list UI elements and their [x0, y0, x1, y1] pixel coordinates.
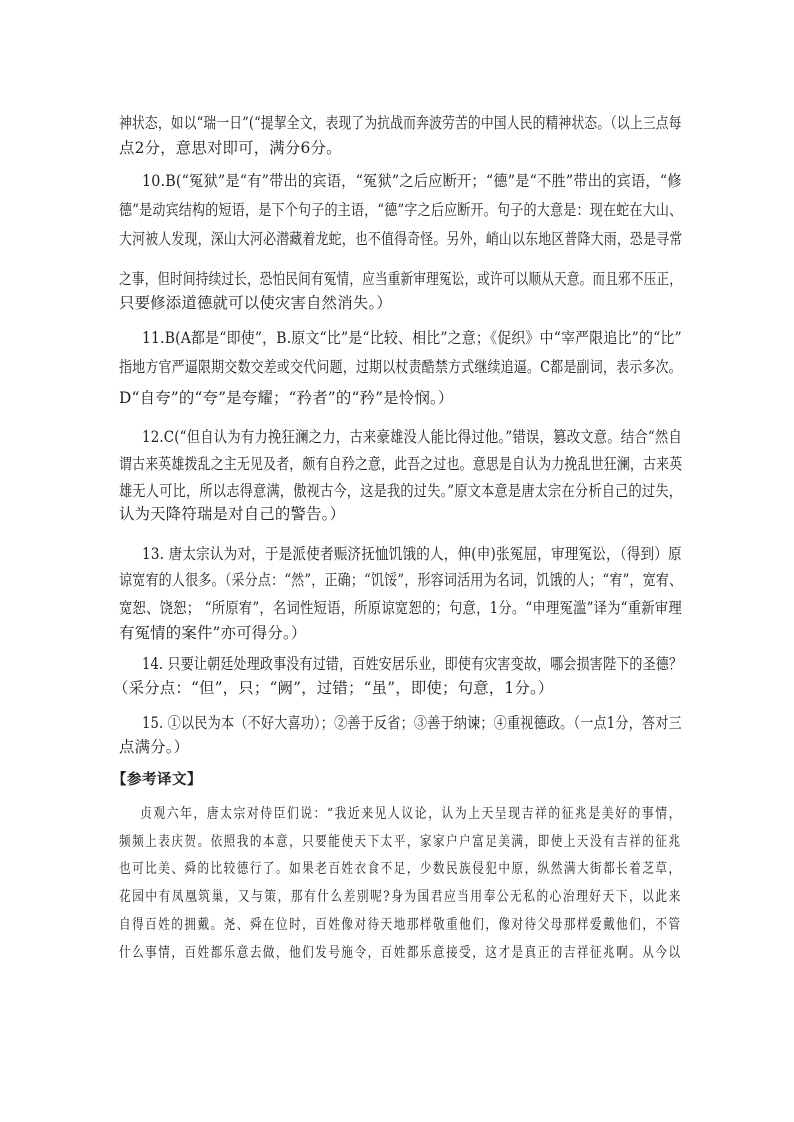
q13-line-4: 有冤情的案件”亦可得分。）: [119, 624, 307, 642]
q12-line-4: 认为天降符瑞是对自己的警告。）: [119, 505, 346, 523]
q11-line-1: 11.B(A都是“即使”，B.原文“比”是“比较、相比”之意；《促织》中“宰严限追比”的“比”: [142, 329, 682, 347]
q10-line-1: 10.B(“冤狱”是“有”带出的宾语，“冤狱”之后应断开；“德”是“不胜”带出的宾语，“修: [142, 172, 682, 190]
translation-line-3: 也可比美、舜的比较德行了。如果老百姓衣食不足，少数民族侵犯中原，纵然满大街都长着芝草，: [119, 861, 682, 877]
q10-line-2: 德”是动宾结构的短语，是下个句子的主语，“德”字之后应断开。句子的大意是：现在蛇在大山、: [119, 201, 683, 219]
q10-line-4: 之事，但时间持续过长，恐怕民间有冤情，应当重新审理冤讼，或许可以顺从天意。而且邪不压正，: [119, 270, 683, 288]
translation-heading: 【参考译文】: [112, 771, 202, 788]
q9-line-2: 点2分，意思对即可，满分6分。: [119, 139, 342, 157]
q11-line-2: 指地方官严逼限期交数交差或交代问题，过期以杖责酷禁方式继续追逼。C都是副词，表示多次。: [119, 358, 682, 376]
translation-line-4: 花园中有凤凰筑巢，又与策，那有什么差别呢?身为国君应当用奉公无私的心治理好天下，以此来: [119, 889, 682, 905]
q12-line-3: 雄无人可比，所以志得意满，傲视古今，这是我的过失。”原文本意是唐太宗在分析自己的过失，: [119, 482, 683, 500]
q12-line-1: 12.C(“但自认为有力挽狂澜之力，古来豪雄没人能比得过他。”错误，篡改文意。结合“然自: [142, 428, 683, 446]
q10-line-3: 大河被人发现，深山大河必潜藏着龙蛇，也不值得奇怪。另外，峭山以东地区普降大雨，恐是寻常: [119, 230, 683, 248]
q12-line-2: 谓古来英雄拨乱之主无见及者，颇有自矜之意，此吾之过也。意思是自认为力挽乱世狂澜，古来英: [119, 455, 683, 473]
translation-line-6: 什么事情，百姓都乐意去做，他们发号施令，百姓都乐意接受，这才是真正的吉祥征兆啊。从今以: [119, 945, 682, 961]
q9-line-1: 神状态，如以“瑞一日”(“提挈全文，表现了为抗战而奔波劳苦的中国人民的精神状态。（以上三点每: [119, 114, 682, 132]
translation-line-1: 贞观六年，唐太宗对侍臣们说：“我近来见人议论，认为上天呈现吉祥的征兆是美好的事情，: [140, 806, 682, 822]
translation-line-2: 频频上表庆贺。依照我的本意，只要能使天下太平，家家户户富足美满，即使上天没有吉祥的征兆: [119, 834, 682, 850]
q13-line-3: 宽恕、饶恕； “所原宥”，名词性短语，所原谅宽恕的；句意，1分。“申理冤滥”译为“重新审理: [119, 599, 682, 617]
q10-line-5: 只要修添道德就可以使灾害自然消失。）: [119, 294, 392, 312]
q14-line-1: 14. 只要让朝廷处理政事没有过错，百姓安居乐业，即使有灾害变故，哪会损害陛下的圣德？: [142, 655, 683, 673]
q11-line-3: D“自夸”的“夸”是夸耀；“矜者”的“矜”是怜悯。）: [119, 389, 454, 407]
q15-line-1: 15. ①以民为本（不好大喜功）；②善于反省；③善于纳谏；④重视德政。（一点1分，答对三: [142, 714, 682, 732]
q13-line-2: 谅宽宥的人很多。（采分点：“然”，正确；“饥馁”，形容词活用为名词，饥饿的人；“宥”，宽宥、: [119, 571, 683, 589]
q13-line-1: 13. 唐太宗认为对，于是派使者赈济抚恤饥饿的人，伸(申)张冤屈，审理冤讼，（得到）原: [142, 545, 682, 563]
q15-line-2: 点满分。）: [119, 738, 190, 756]
q14-line-2: （采分点：“但”，只；“阙”，过错；“虽”，即使；句意，1分。）: [113, 679, 554, 697]
translation-line-5: 自得百姓的拥戴。尧、舜在位时，百姓像对待天地那样敬重他们，像对待父母那样爱戴他们，不管: [119, 917, 682, 933]
